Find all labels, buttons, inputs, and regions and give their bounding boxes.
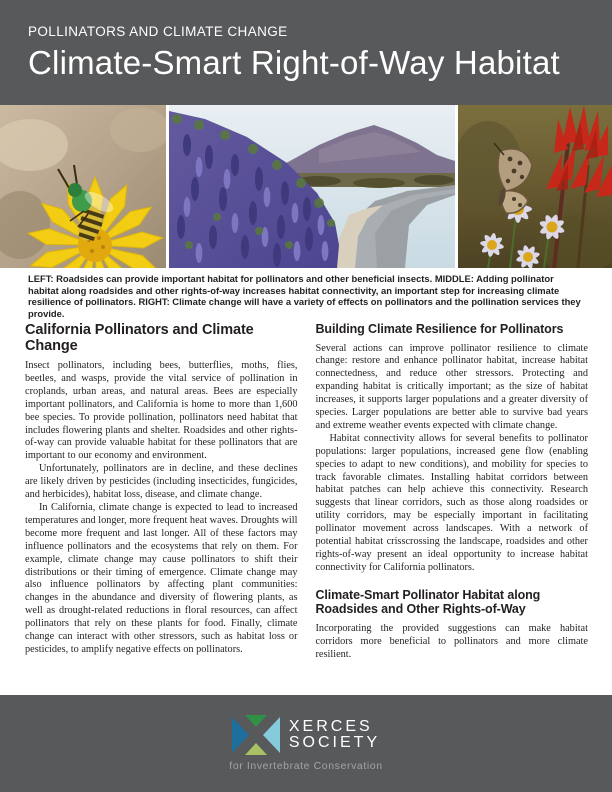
body-paragraph: In California, climate change is expected to lead to increased temperatures and longer, more frequent heat waves. Droughts will become more frequent and last longer. All of these factors may influence pollinators and the ecosystems that rely on them. For example, climate change may cause pollinators to shift their distributions or their timing of emergence. Climate change may also influence pollinators by affecting plant communities: changes in the abundance and diversity of flowering plants, as well as drought-related reductions in floral resources, can affect pollinators that rely on these plants for food. Finally, climate change can interact with other stressors, such as habitat loss or pesticides, to amplify negative effects on pollinators.: [25, 501, 298, 655]
body-paragraph: Unfortunately, pollinators are in decline, and these declines are likely driven by pesticides (including insecticides, fungicides, and herbicides), habitat loss, disease, and climate change.: [25, 463, 298, 501]
org-tagline: for Invertebrate Conservation: [229, 760, 383, 772]
org-name-line1: XERCES: [288, 717, 373, 735]
body-paragraph: Several actions can improve pollinator resilience to climate change: restore and enhance pollinator habitat, increase habitat connectedness, and reduce other stressors. Protecting and expanding habitat is critically important; as the size of habitat increases, it supports larger populations and a greater diversity of species. Larger populations are better able to survive bad years and extreme weather events expected with climate change.: [315, 342, 588, 431]
left-column-heading: California Pollinators and Climate Change: [25, 322, 254, 354]
eyebrow-kicker: POLLINATORS AND CLIMATE CHANGE: [28, 24, 288, 39]
photo-roadside-habitat: [169, 105, 455, 268]
org-name: [289, 719, 380, 752]
right-column-heading-1: Building Climate Resilience for Pollinators: [315, 322, 564, 336]
org-name-line2: SOCIETY: [288, 734, 381, 751]
body-paragraph: Insect pollinators, including bees, butterflies, moths, flies, beetles, and wasps, provide the vital service of pollination in croplands, urban areas, and natural areas. Bees are especially important pollinators, and California is home to more than 1,600 bee species. To provide pollination, pollinators need habitat that includes flowering plants and shelter. Roadsides and other rights-of-way can provide valuable habitat for these pollinators that are important to our economy and environment.: [25, 360, 298, 462]
xerces-logo-icon: [232, 715, 280, 755]
photo-caption: LEFT: Roadsides can provide important habitat for pollinators and other beneficial insects. MIDDLE: Adding pollinator habitat along roadsides and other rights-of-way increases habitat connectivity, an important step for increasing climate resilience of pollinators. RIGHT: Climate change will have a variety of effects on pollinators and the pollination services they provide.: [28, 273, 581, 319]
left-column: [25, 322, 298, 662]
right-column-heading-2: Climate-Smart Pollinator Habitat along Roadsides and Other Rights-of-Way: [315, 587, 541, 617]
photo-butterfly-flowers: [458, 105, 612, 268]
photo-bee-on-flower: [0, 105, 166, 268]
bee-photo-illustration: [0, 105, 166, 268]
right-column: [316, 322, 589, 662]
butterfly-photo-illustration: [458, 105, 612, 268]
page-title: Climate-Smart Right-of-Way Habitat: [28, 44, 560, 81]
body-paragraph: Habitat connectivity allows for several benefits to pollinator populations: larger populations, increased gene flow (enabling species to adapt to new conditions), and mobility for species to track favorable climates. Installing habitat corridors between habitat patches can help achieve this connectivity. Research suggests that linear corridors, such as those along roadsides or utility corridors, may be especially important in facilitating pollinator movement across landscapes. With a network of potential habitat crisscrossing the landscape, roadsides and other rights-of-way present an ideal opportunity to increase habitat connectivity for California pollinators.: [315, 432, 588, 573]
header-band: [0, 0, 612, 105]
footer-band: [0, 695, 612, 792]
roadside-photo-illustration: [169, 105, 455, 268]
photo-strip: [0, 105, 612, 268]
body-paragraph: Incorporating the provided suggestions can make habitat corridors more beneficial to pollinators and more climate resilient.: [315, 622, 588, 660]
xerces-logo: [232, 715, 380, 755]
article-body: [25, 322, 588, 662]
